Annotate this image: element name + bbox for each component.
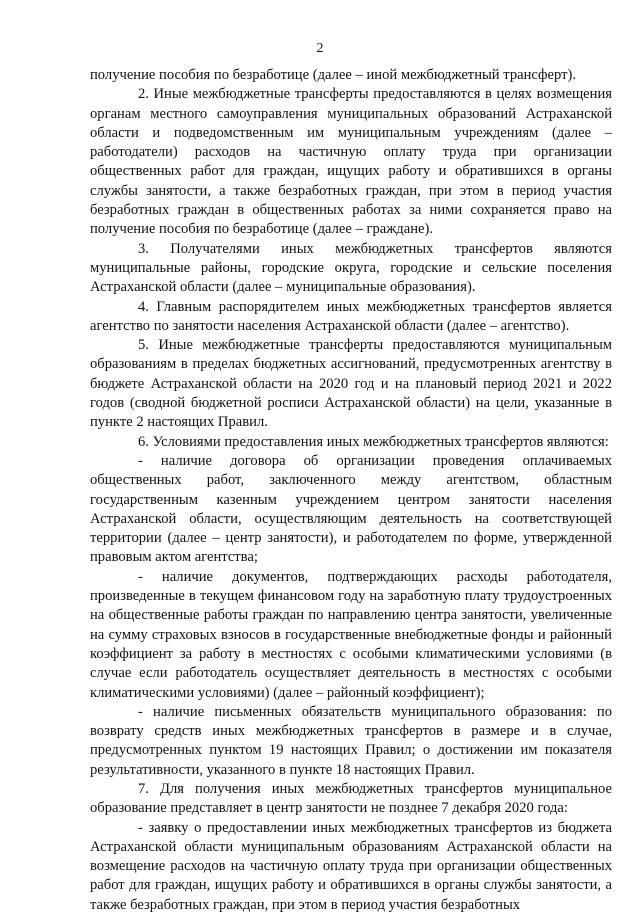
paragraph-4: 4. Главным распорядителем иных межбюджетных трансфертов является агентство по занятости населения Астраханской области (далее – агентство).: [90, 298, 612, 334]
paragraph-continuation: получение пособия по безработице (далее – иной межбюджетный трансферт).: [90, 67, 576, 83]
paragraph-5: 5. Иные межбюджетные трансферты предоставляются муниципальным образованиям в пределах бюджетных ассигнований, предусмотренных агентству в бюджете Астраханской области на 2020 год и на плановый период 2021 и 2022 годов (сводной бюджетной росписи Астраханской области) на цели, указанные в пункте 2 настоящих Правил.: [90, 337, 612, 431]
paragraph-3: 3. Получателями иных межбюджетных трансфертов являются муниципальные районы, городские округа, городские и сельские поселения Астраханской области (далее – муниципальные образования).: [90, 240, 612, 296]
page-number: 2: [316, 41, 324, 56]
list-item-contract: - наличие договора об организации проведения оплачиваемых общественных работ, заключенного между агентством, областным государственным казенным учреждением центром занятости населения Астраханской области, осуществляющим деятельность на соответствующей территории (далее – центр занятости), и работодателем по форме, утвержденной правовым актом агентства;: [90, 452, 612, 566]
paragraph-7: 7. Для получения иных межбюджетных трансфертов муниципальное образование представляет в центр занятости не позднее 7 декабря 2020 года:: [90, 780, 612, 817]
document-body: [90, 66, 612, 915]
list-item-documents: - наличие документов, подтверждающих расходы работодателя, произведенные в текущем финансовом году на заработную плату трудоустроенных на общественные работы граждан по направлению центра занятости, увеличенные на сумму страховых взносов в государственные внебюджетные фонды и районный коэффициент за работу в местностях с особыми климатическими условиями (в случае если работодатель осуществляет деятельность в местностях с особыми климатическими условиями) (далее – районный коэффициент);: [90, 568, 612, 701]
paragraph-2: 2. Иные межбюджетные трансферты предоставляются в целях возмещения органам местного самоуправления муниципальных образований Астраханской области и подведомственным им муниципальным учреждениям (далее – работодатели) расходов на частичную оплату труда при организации общественных работ для граждан, ищущих работу и обратившихся в органы службы занятости, а также безработных граждан, при этом в период участия безработных граждан в общественных работах за ними сохраняется право на получение пособия по безработице (далее – граждане).: [90, 86, 612, 238]
list-item-obligations: - наличие письменных обязательств муниципального образования: по возврату средств иных межбюджетных трансфертов в размере и в случае, предусмотренных пунктом 19 настоящих Правил; о достижении им показателя результативности, указанного в пункте 18 настоящих Правил.: [90, 703, 612, 778]
list-item-application: - заявку о предоставлении иных межбюджетных трансфертов из бюджета Астраханской области муниципальным образованиям Астраханской области на возмещение расходов на частичную оплату труда при организации общественных работ для граждан, ищущих работу и обратившихся в органы службы занятости, а также безработных граждан, при этом в период участия безработных: [90, 819, 612, 913]
paragraph-6: 6. Условиями предоставления иных межбюджетных трансфертов являются:: [138, 433, 609, 450]
